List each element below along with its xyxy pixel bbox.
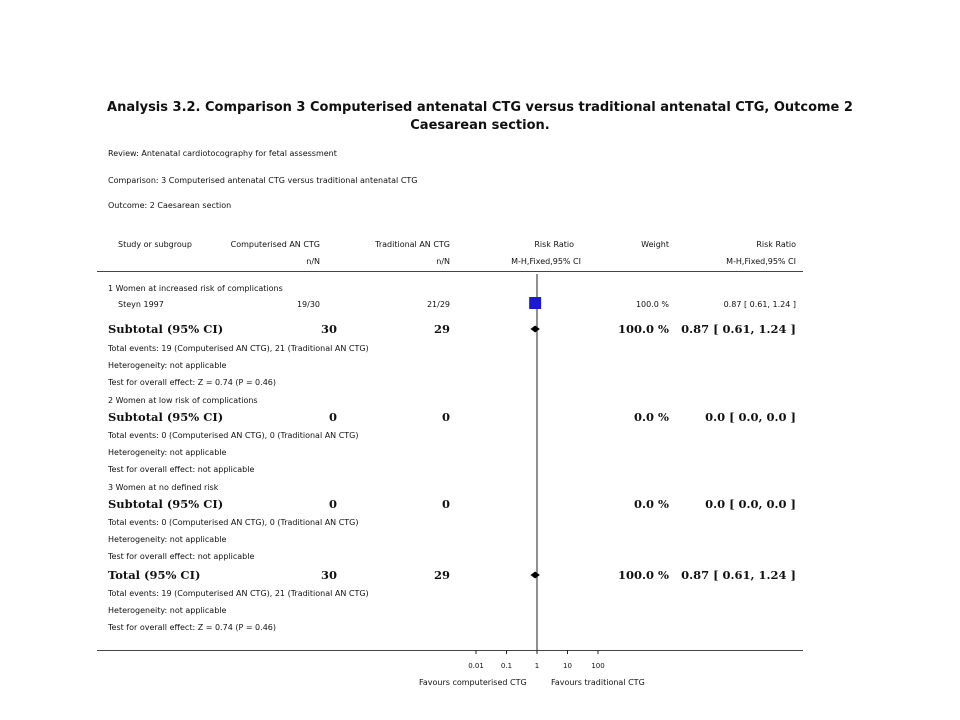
x-tick-label: 0.1 [500,662,513,670]
group-3-events: Total events: 0 (Computerised AN CTG), 0 (Traditional AN CTG) [108,518,359,527]
favours-right-label: Favours traditional CTG [551,678,645,687]
subtotal-1-weight: 100.0 % [618,322,669,336]
subtotal-2-exp: 0 [328,410,337,424]
total-ci: 0.87 [ 0.61, 1.24 ] [681,568,796,582]
subtotal-2-label: Subtotal (95% CI) [108,410,224,424]
group-3-label: 3 Women at no defined risk [108,483,219,492]
x-tick-label: 1 [534,662,540,670]
total-events: Total events: 19 (Computerised AN CTG), 21 (Traditional AN CTG) [108,589,369,598]
subtotal-3-label: Subtotal (95% CI) [108,497,224,511]
subtotal-3-exp: 0 [328,497,337,511]
col-ctl-sub: n/N [436,257,450,266]
x-tick-label: 100 [591,662,605,670]
col-weight: Weight [641,240,669,249]
forest-marks [529,297,541,579]
total-overall: Test for overall effect: Z = 0.74 (P = 0.46) [108,623,276,632]
col-rr-sub: M-H,Fixed,95% CI [511,257,581,266]
subtotal-1-ctl: 29 [433,322,450,336]
x-tick-label: 10 [563,662,572,670]
subtotal-3-weight: 0.0 % [634,497,669,511]
comparison-line: Comparison: 3 Computerised antenatal CTG versus traditional antenatal CTG [108,176,418,185]
subtotal-1-ci: 0.87 [ 0.61, 1.24 ] [681,322,796,336]
subtotal-3-ctl: 0 [441,497,450,511]
study-name: Steyn 1997 [118,300,164,309]
group-1-heterogeneity: Heterogeneity: not applicable [108,361,227,370]
col-ctl: Traditional AN CTG [375,240,450,249]
group-1-events: Total events: 19 (Computerised AN CTG), 21 (Traditional AN CTG) [108,344,369,353]
x-tick-label: 0.01 [468,662,484,670]
pooled-diamond [530,572,539,579]
favours-left-label: Favours computerised CTG [419,678,527,687]
group-1-overall: Test for overall effect: Z = 0.74 (P = 0.46) [108,378,276,387]
col-rr: Risk Ratio [534,240,574,249]
study-ci: 0.87 [ 0.61, 1.24 ] [723,300,796,309]
study-exp: 19/30 [296,300,320,309]
title-line-2: Caesarean section. [410,118,550,133]
total-ctl: 29 [433,568,450,582]
subtotal-2-ctl: 0 [441,410,450,424]
pooled-diamond [530,326,539,333]
total-weight: 100.0 % [618,568,669,582]
total-label: Total (95% CI) [108,568,201,582]
study-weight: 100.0 % [635,300,669,309]
col-exp-sub: n/N [306,257,320,266]
total-heterogeneity: Heterogeneity: not applicable [108,606,227,615]
x-axis [468,650,604,670]
subtotal-1-label: Subtotal (95% CI) [108,322,224,336]
group-2-events: Total events: 0 (Computerised AN CTG), 0 (Traditional AN CTG) [108,431,359,440]
group-3-heterogeneity: Heterogeneity: not applicable [108,535,227,544]
outcome-line: Outcome: 2 Caesarean section [108,201,232,210]
group-3-overall: Test for overall effect: not applicable [108,552,255,561]
col-rr2: Risk Ratio [756,240,796,249]
subtotal-2-weight: 0.0 % [634,410,669,424]
subtotal-3-ci: 0.0 [ 0.0, 0.0 ] [705,497,796,511]
study-marker [529,297,541,309]
group-2-label: 2 Women at low risk of complications [108,396,258,405]
col-rr2-sub: M-H,Fixed,95% CI [726,257,796,266]
group-1-label: 1 Women at increased risk of complications [108,284,283,293]
subtotal-2-ci: 0.0 [ 0.0, 0.0 ] [705,410,796,424]
total-exp: 30 [320,568,337,582]
col-study: Study or subgroup [118,240,192,249]
study-ctl: 21/29 [426,300,450,309]
group-2-overall: Test for overall effect: not applicable [108,465,255,474]
subtotal-1-exp: 30 [320,322,337,336]
group-2-heterogeneity: Heterogeneity: not applicable [108,448,227,457]
col-exp: Computerised AN CTG [230,240,320,249]
title-line-1: Analysis 3.2. Comparison 3 Computerised antenatal CTG versus traditional antenatal CTG, Outcome 2 [107,100,853,115]
review-line: Review: Antenatal cardiotocography for fetal assessment [108,149,337,158]
